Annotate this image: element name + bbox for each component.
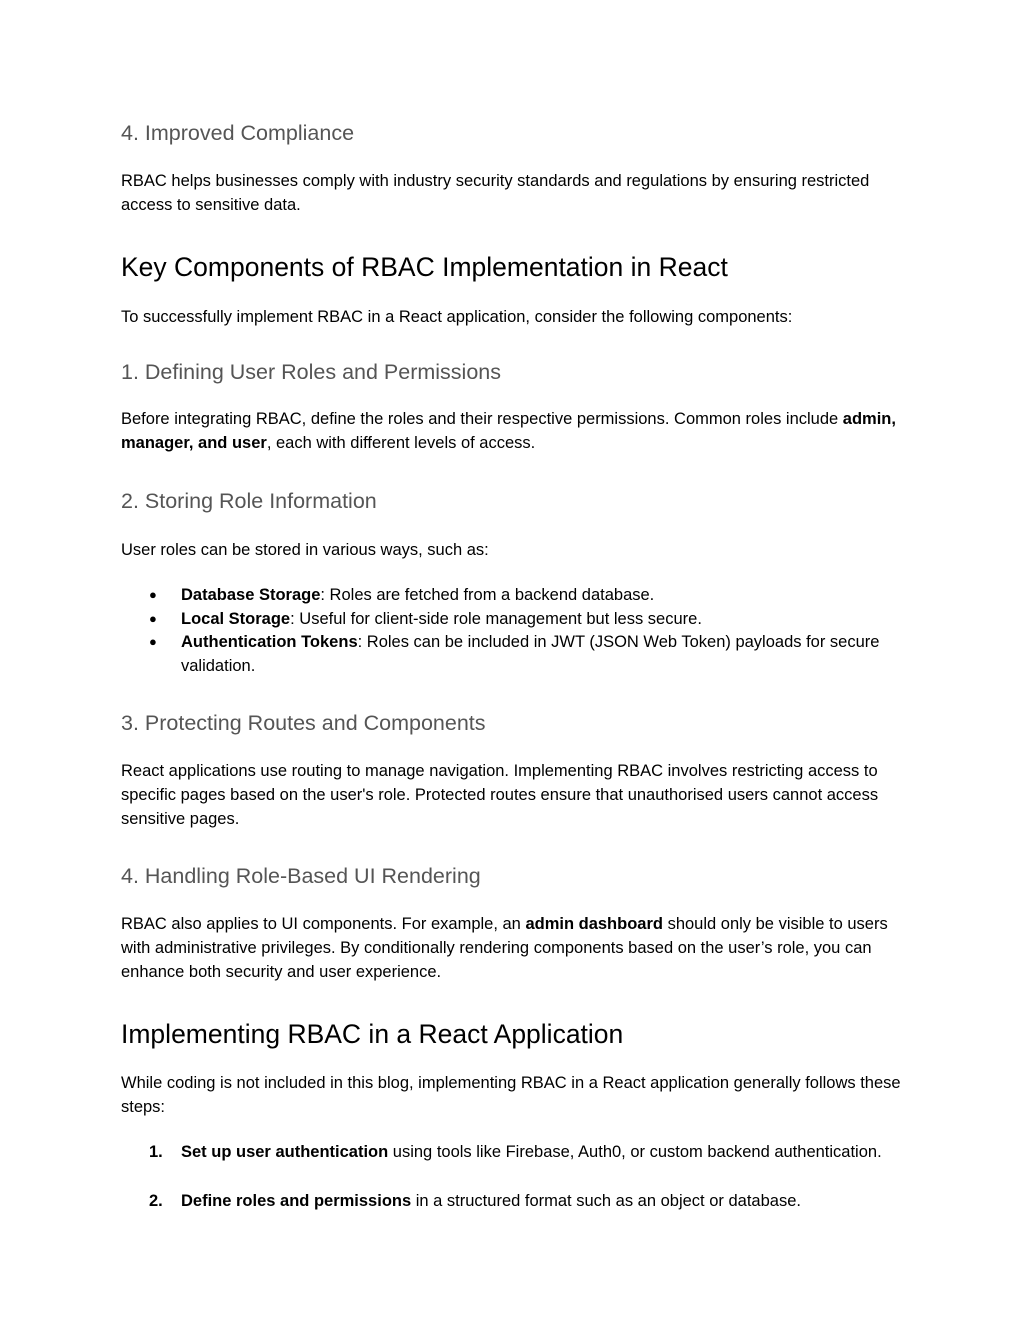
paragraph-protecting-routes: React applications use routing to manage navigation. Implementing RBAC involves restricting access to specific pages based on the user's role. Protected routes ensure that unauthorised users cannot access sensitive pages.	[121, 762, 879, 828]
paragraph-key-components-intro: To successfully implement RBAC in a React application, consider the following components:	[121, 308, 793, 326]
paragraph-improved-compliance: RBAC helps businesses comply with industry security standards and regulations by ensuring restricted access to sensitive data.	[121, 172, 870, 214]
paragraph-ui-rendering: RBAC also applies to UI components. For example, an admin dashboard should only be visible to users with administrative privileges. By conditionally rendering components based on the user’s role, you can enhance both security and user experience.	[121, 915, 888, 981]
heading-defining-roles: 1. Defining User Roles and Permissions	[121, 360, 501, 384]
paragraph-storing-roles-intro: User roles can be stored in various ways, such as:	[121, 541, 489, 559]
list-item-database-storage: Database Storage: Roles are fetched from a backend database.	[181, 586, 655, 604]
list-item-step-define-roles: Define roles and permissions in a structured format such as an object or database.	[181, 1192, 801, 1210]
heading-protecting-routes: 3. Protecting Routes and Components	[121, 711, 486, 735]
bullet-icon: ●	[149, 611, 157, 626]
paragraph-defining-roles: Before integrating RBAC, define the roles and their respective permissions. Common roles include admin, manager, and user, each with different levels of access.	[121, 410, 896, 452]
heading-storing-roles: 2. Storing Role Information	[121, 489, 377, 513]
step-number: 1.	[149, 1143, 163, 1161]
list-item-authentication-tokens: Authentication Tokens: Roles can be included in JWT (JSON Web Token) payloads for secure validation.	[181, 633, 880, 675]
heading-ui-rendering: 4. Handling Role-Based UI Rendering	[121, 864, 481, 888]
bullet-icon: ●	[149, 634, 157, 649]
paragraph-implementing-intro: While coding is not included in this blog, implementing RBAC in a React application generally follows these steps:	[121, 1074, 901, 1116]
list-item-local-storage: Local Storage: Useful for client-side role management but less secure.	[181, 610, 702, 628]
bullet-icon: ●	[149, 587, 157, 602]
heading-improved-compliance: 4. Improved Compliance	[121, 121, 355, 145]
heading-implementing-rbac: Implementing RBAC in a React Application	[121, 1019, 624, 1049]
heading-key-components: Key Components of RBAC Implementation in React	[121, 252, 728, 282]
step-number: 2.	[149, 1192, 163, 1210]
bold-role-names: admin, manager, and user	[121, 410, 896, 452]
bold-admin-dashboard: admin dashboard	[525, 915, 663, 933]
list-item-step-authentication: Set up user authentication using tools like Firebase, Auth0, or custom backend authentication.	[181, 1143, 882, 1161]
